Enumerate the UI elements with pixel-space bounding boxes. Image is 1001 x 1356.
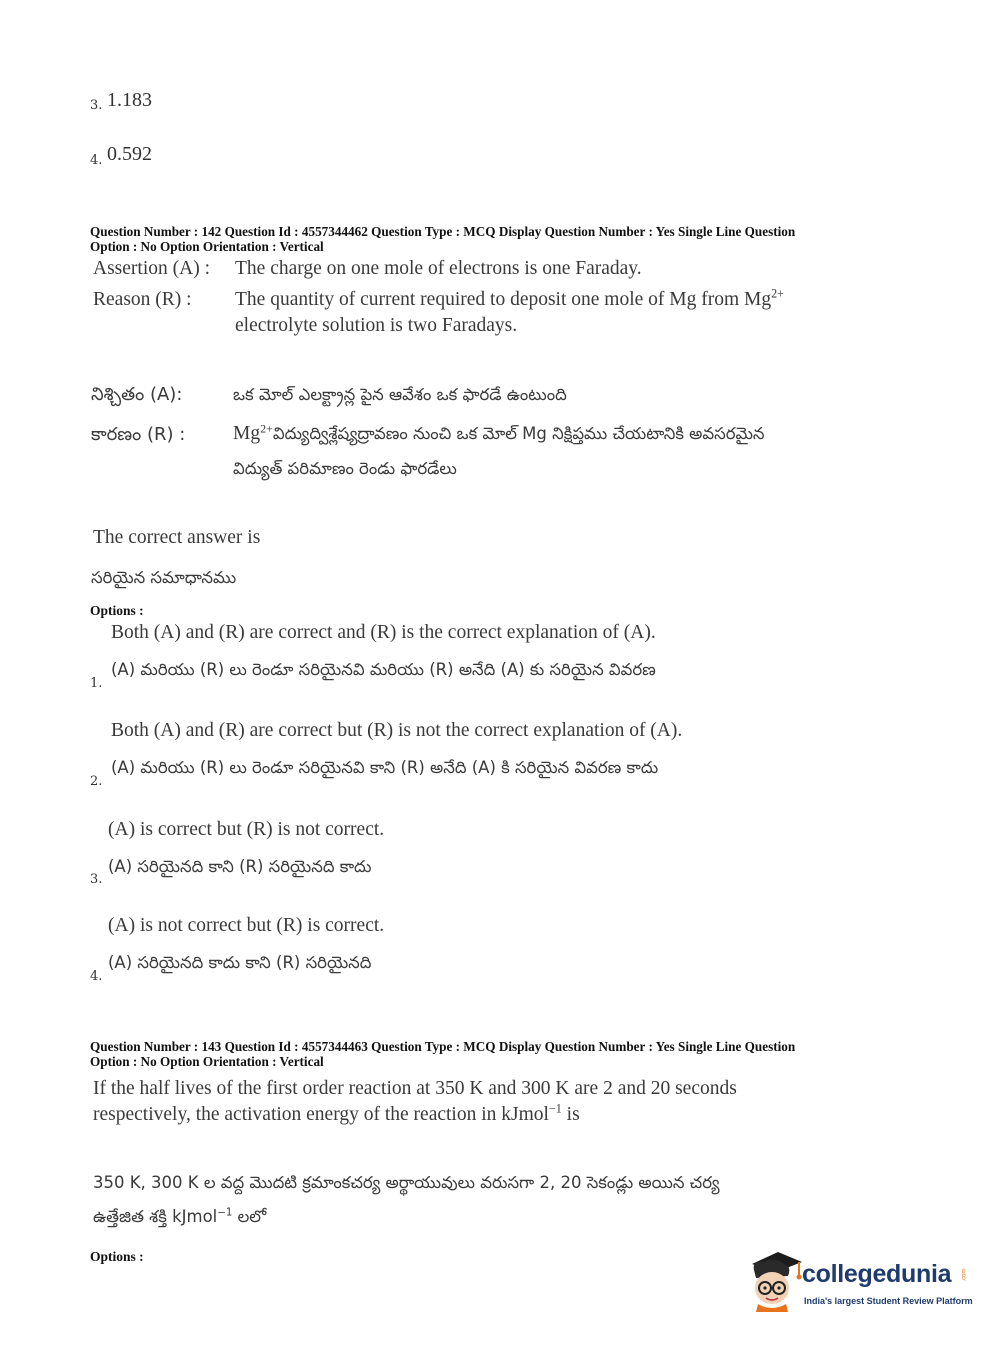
option-2-number: 2. <box>90 774 103 789</box>
meta-line: Question Number : 143 Question Id : 4557344463 Question Type : MCQ Display Question Number : Yes Single Line Question <box>90 1039 796 1054</box>
option-3-te: (A) సరియైనది కాని (R) సరియైనది కాదు <box>108 857 372 876</box>
superscript: 2+ <box>260 421 273 436</box>
option-1-en: Both (A) and (R) are correct and (R) is the correct explanation of (A). <box>111 622 656 643</box>
logo-tagline: India's largest Student Review Platform <box>804 1296 973 1306</box>
prompt-en: The correct answer is <box>93 527 261 548</box>
reason-text <box>235 286 784 311</box>
superscript: 2+ <box>771 286 784 301</box>
tel-reason-text-line2: విద్యుత్ పరిమాణం రెండు ఫారడేలు <box>233 459 457 478</box>
tel-reason-text <box>233 423 765 447</box>
q143-text-part: respectively, the activation energy of the reaction in kJmol <box>93 1104 549 1125</box>
q143-text-part: is <box>561 1104 580 1125</box>
logo-name: collegedunia <box>802 1260 952 1288</box>
tel-assertion-text: ఒక మోల్ ఎలక్ట్రాన్ల పైన ఆవేశం ఒక ఫారడే ఉంటుంది <box>233 385 567 404</box>
reason-label: Reason (R) : <box>93 289 192 310</box>
q143-text-line1: If the half lives of the first order reaction at 350 K and 300 K are 2 and 20 seconds <box>93 1078 737 1099</box>
question-meta-143 <box>90 1040 920 1069</box>
assertion-text: The charge on one mole of electrons is one Faraday. <box>235 258 642 279</box>
q143-te-line1: 350 K, 300 K ల వద్ద మొదటి క్రమాంకచర్య అర్థాయువులు వరుసగా 2, 20 సెకండ్లు అయిన చర్య <box>93 1173 720 1192</box>
superscript: −1 <box>217 1207 233 1219</box>
option-4-number: 4. <box>90 969 103 984</box>
option-1-te: (A) మరియు (R) లు రెండూ సరియైనవి మరియు (R) అనేది (A) కు సరియైన వివరణ <box>111 660 656 679</box>
option-number: 4. <box>90 153 103 168</box>
option-1-number: 1. <box>90 676 103 691</box>
question-meta-142 <box>90 225 920 254</box>
option-2-en: Both (A) and (R) are correct but (R) is not the correct explanation of (A). <box>111 720 683 741</box>
option-3-number: 3. <box>90 872 103 887</box>
option-number: 3. <box>90 98 103 113</box>
options-label: Options : <box>90 603 144 618</box>
option-value: 1.183 <box>107 89 152 111</box>
q143-te-line2 <box>93 1207 266 1230</box>
assertion-label: Assertion (A) : <box>93 258 210 279</box>
meta-line: Question Number : 142 Question Id : 4557344462 Question Type : MCQ Display Question Number : Yes Single Line Question <box>90 224 796 239</box>
q143-te-part: లలో <box>232 1207 267 1226</box>
collegedunia-logo <box>744 1250 974 1316</box>
q143-text-line2 <box>93 1101 580 1126</box>
q143-te-part: ఉత్తేజిత శక్తి kJmol <box>93 1207 218 1226</box>
superscript: −1 <box>548 1101 562 1116</box>
option-2-te: (A) మరియు (R) లు రెండూ సరియైనవి కాని (R) అనేది (A) కి సరియైన వివరణ కాదు <box>111 758 659 777</box>
reason-text-line2: electrolyte solution is two Faradays. <box>235 315 518 336</box>
logo-com: .com <box>961 1268 968 1282</box>
tel-assertion-label: నిశ్చితం (A): <box>91 384 183 405</box>
tel-reason-label: కారణం (R) : <box>91 424 186 445</box>
tel-reason-part: విద్యుద్విశ్లేష్యద్రావణం నుంచి ఒక మోల్ Mg నిక్షిప్తము చేయటానికి అవసరమైన <box>272 424 765 443</box>
prompt-te: సరియైన సమాధానము <box>91 568 237 587</box>
option-4-en: (A) is not correct but (R) is correct. <box>108 915 385 936</box>
mascot-icon <box>744 1250 804 1312</box>
meta-line: Option : No Option Orientation : Vertical <box>90 1053 324 1069</box>
options-label-143: Options : <box>90 1249 144 1264</box>
option-value: 0.592 <box>107 143 152 165</box>
option-3-en: (A) is correct but (R) is not correct. <box>108 819 385 840</box>
tel-reason-mg: Mg <box>233 423 261 444</box>
meta-line: Option : No Option Orientation : Vertical <box>90 238 324 254</box>
reason-text-part: The quantity of current required to deposit one mole of Mg from Mg <box>235 289 772 310</box>
option-4-te: (A) సరియైనది కాదు కాని (R) సరియైనది <box>108 953 372 972</box>
